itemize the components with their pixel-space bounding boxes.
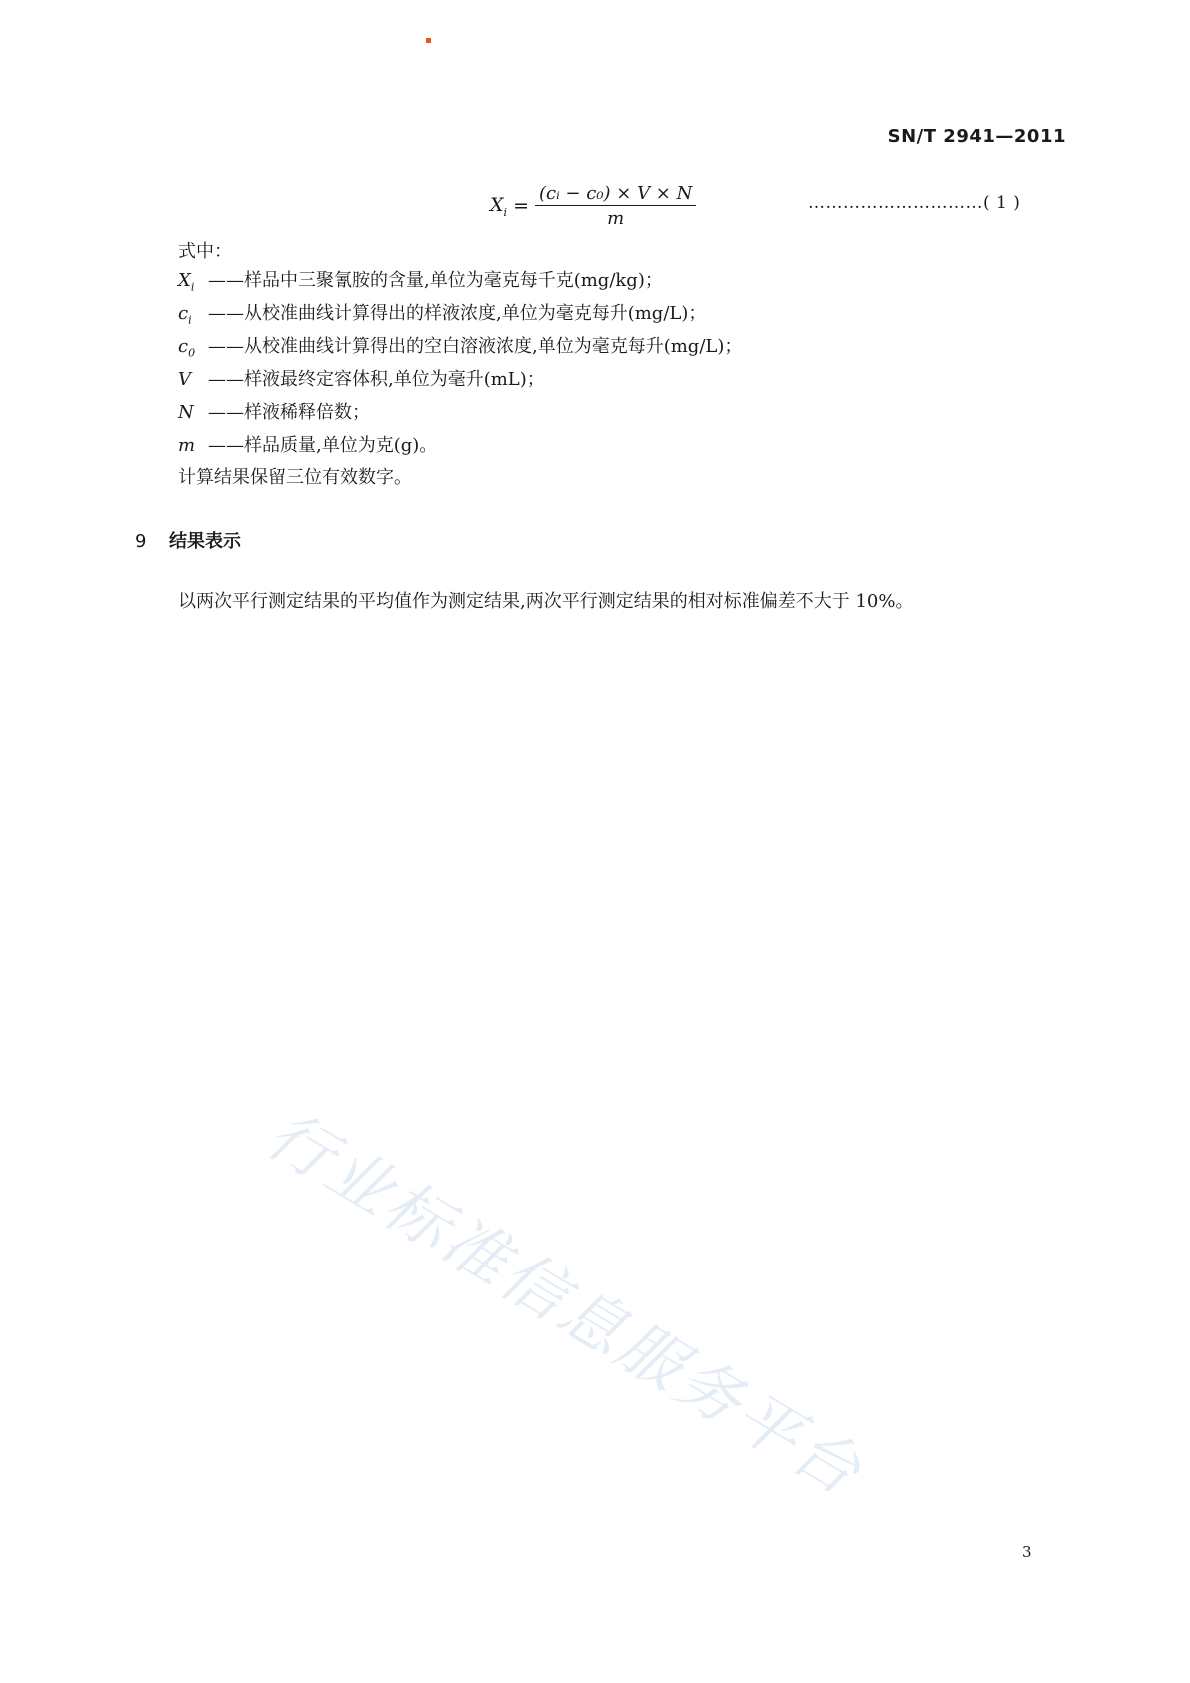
definition-symbol: V xyxy=(178,369,191,390)
definition-text: ——样液稀释倍数； xyxy=(208,402,370,423)
formula-denominator: m xyxy=(607,208,625,229)
definition-row xyxy=(178,336,742,365)
definition-row xyxy=(178,435,437,464)
section-heading xyxy=(135,527,241,553)
definition-text: ——样品中三聚氰胺的含量,单位为毫克每千克(mg/kg)； xyxy=(208,270,663,291)
definition-row xyxy=(178,402,370,431)
definition-text: ——样液最终定容体积,单位为毫升(mL)； xyxy=(208,369,545,390)
formula-equals: = xyxy=(513,195,529,217)
definition-symbol: m xyxy=(178,435,196,456)
section-body: 以两次平行测定结果的平均值作为测定结果,两次平行测定结果的相对标准偏差不大于 10%。 xyxy=(178,591,914,612)
where-label: 式中： xyxy=(178,241,232,262)
definition-symbol: $c_0$ xyxy=(178,336,196,360)
formula-number: …………………………( 1 ) xyxy=(808,193,1021,213)
definition-symbol: $c_i$ xyxy=(178,303,192,327)
calculation-note: 计算结果保留三位有效数字。 xyxy=(178,467,412,488)
definition-row xyxy=(178,303,706,332)
definition-symbol: $X_i$ xyxy=(178,270,195,294)
watermark: 行业标准信息服务平台 xyxy=(254,1097,876,1512)
formula-numerator: (cᵢ − c₀) × V × N xyxy=(535,183,696,206)
definition-text: ——从校准曲线计算得出的空白溶液浓度,单位为毫克每升(mg/L)； xyxy=(208,336,743,357)
section-number: 9 xyxy=(135,531,147,552)
formula-fraction xyxy=(535,183,696,229)
definition-row xyxy=(178,369,545,398)
definition-symbol: N xyxy=(178,402,194,423)
definition-text: ——样品质量,单位为克(g)。 xyxy=(208,435,438,456)
section-title: 结果表示 xyxy=(169,531,241,552)
page-number: 3 xyxy=(1022,1543,1032,1561)
standard-code: SN/T 2941—2011 xyxy=(887,126,1066,147)
definition-text: ——从校准曲线计算得出的样液浓度,单位为毫克每升(mg/L)； xyxy=(208,303,707,324)
definition-row xyxy=(178,270,663,299)
formula-lhs: $X_i$ xyxy=(490,193,508,219)
formula-1 xyxy=(490,183,696,229)
corner-mark xyxy=(426,38,431,43)
